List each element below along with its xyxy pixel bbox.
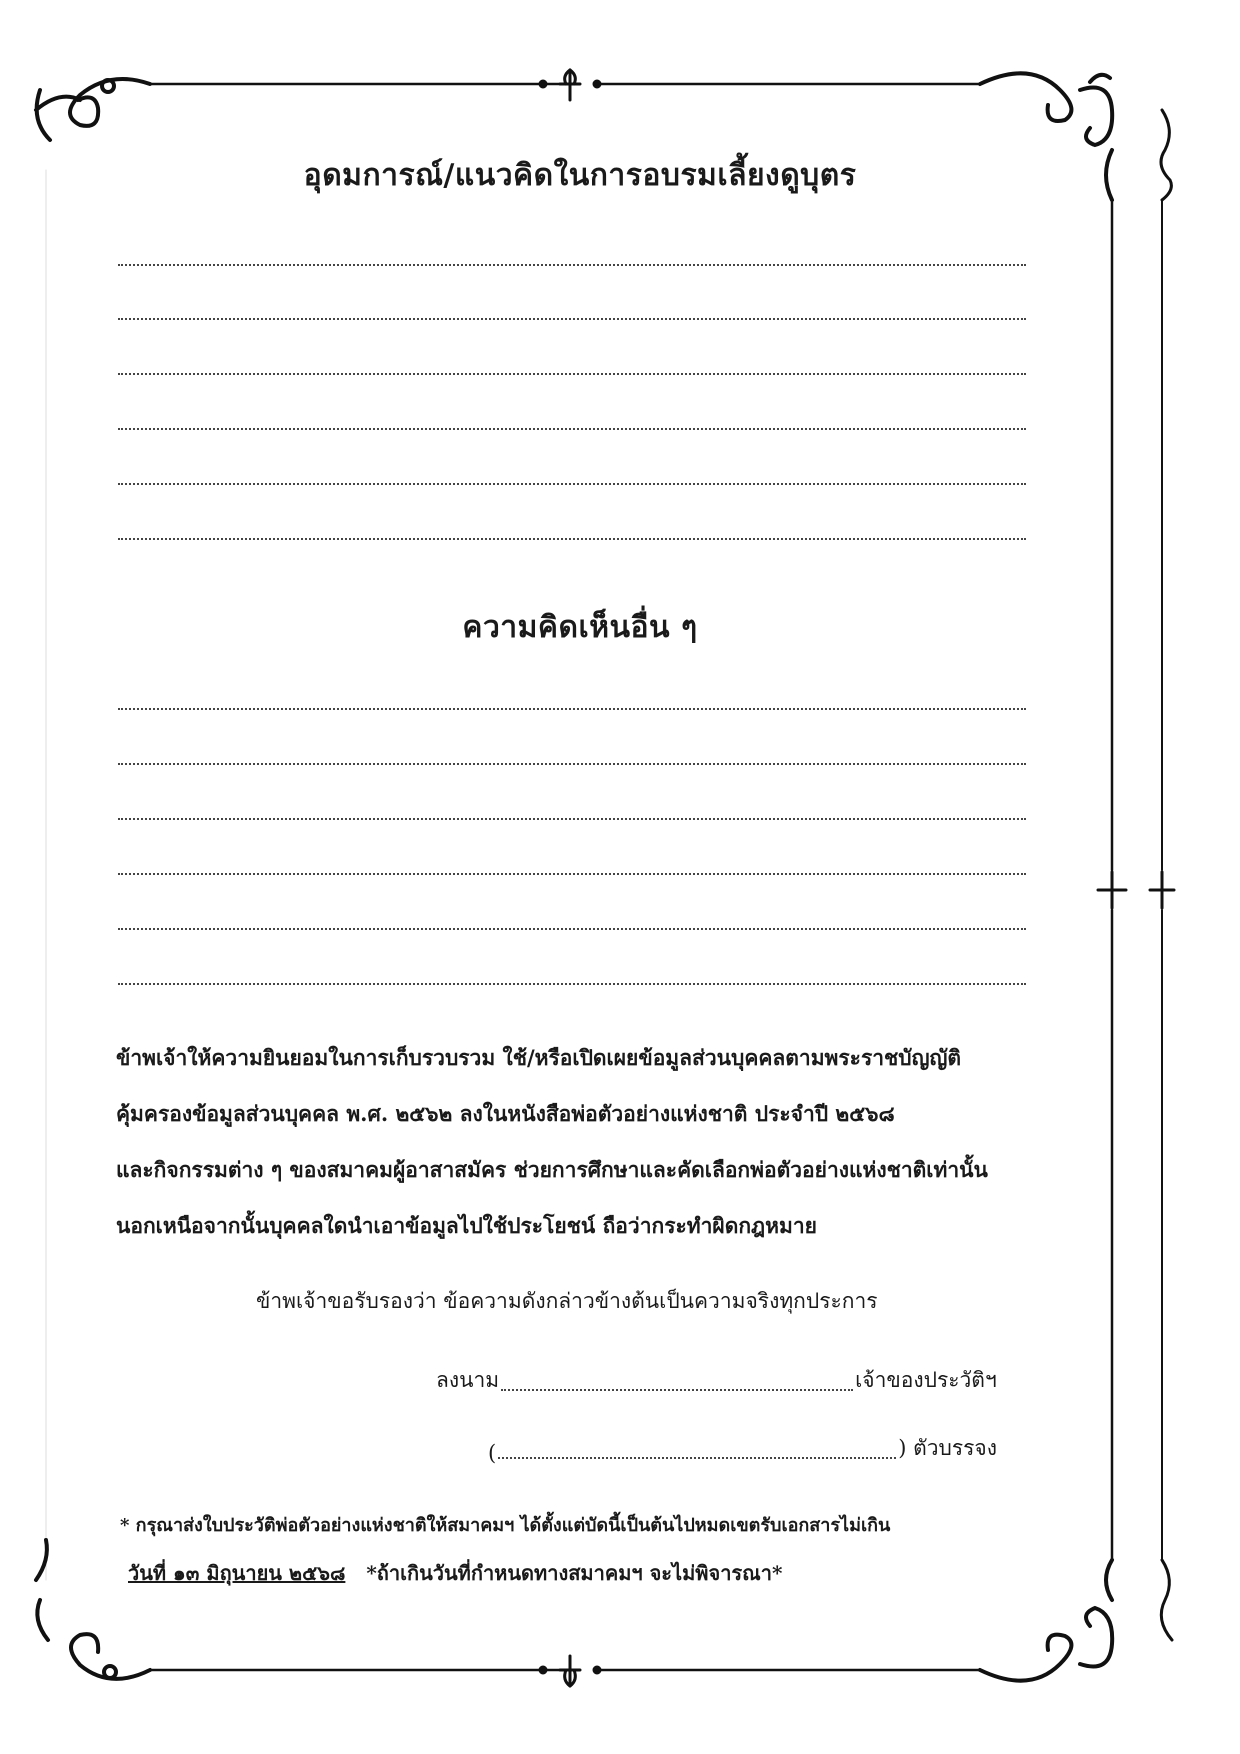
consent-line: และกิจกรรมต่าง ๆ ของสมาคมผู้อาสาสมัคร ช่วยการศึกษาและคัดเลือกพ่อตัวอย่างแห่งชาติเท่านั้น: [116, 1157, 988, 1182]
deadline-row: [128, 1557, 782, 1589]
signature-field[interactable]: [501, 1388, 853, 1391]
printed-name-row: [488, 1432, 997, 1465]
answer-line[interactable]: [118, 373, 1026, 375]
answer-line[interactable]: [118, 818, 1026, 820]
scroll-top-left-icon: [36, 79, 150, 140]
consent-paragraph: [116, 1030, 1046, 1254]
consent-line: ข้าพเจ้าให้ความยินยอมในการเก็บรวบรวม ใช้/หรือเปิดเผยข้อมูลส่วนบุคคลตามพระราชบัญญัติ: [116, 1045, 962, 1070]
answer-line[interactable]: [118, 264, 1026, 266]
printed-name-field[interactable]: [498, 1456, 896, 1459]
answer-line[interactable]: [118, 873, 1026, 875]
consent-line: นอกเหนือจากนั้นบุคคลใดนำเอาข้อมูลไปใช้ประโยชน์ ถือว่ากระทำผิดกฎหมาย: [116, 1213, 817, 1238]
answer-line[interactable]: [118, 763, 1026, 765]
fleur-right-icon: [1098, 872, 1174, 908]
submission-note: * กรุณาส่งใบประวัติพ่อตัวอย่างแห่งชาติให้สมาคมฯ ได้ตั้งแต่บัดนี้เป็นต้นไปหมดเขตรับเอกสารไม่เกิน: [120, 1515, 891, 1536]
answer-line[interactable]: [118, 318, 1026, 320]
ideology-title: อุดมการณ์/แนวคิดในการอบรมเลี้ยงดูบุตร: [303, 158, 857, 193]
deadline-date: วันที่ ๑๓ มิถุนายน ๒๕๖๘: [128, 1561, 346, 1585]
signature-row: [436, 1364, 997, 1397]
open-paren: (: [488, 1441, 497, 1465]
sign-label: ลงนาม: [436, 1368, 500, 1392]
printed-name-label: ) ตัวบรรจง: [898, 1436, 997, 1460]
answer-line[interactable]: [118, 928, 1026, 930]
answer-line[interactable]: [118, 708, 1026, 710]
answer-line[interactable]: [118, 538, 1026, 540]
other-opinions-title: ความคิดเห็นอื่น ๆ: [462, 610, 698, 645]
answer-line[interactable]: [118, 983, 1026, 985]
deadline-warning: *ถ้าเกินวันที่กำหนดทางสมาคมฯ จะไม่พิจารณา*: [366, 1561, 783, 1585]
answer-line[interactable]: [118, 428, 1026, 430]
scroll-bottom-right-icon: [980, 1560, 1112, 1681]
answer-line[interactable]: [118, 483, 1026, 485]
owner-label: เจ้าของประวัติฯ: [855, 1368, 997, 1392]
certification-text: ข้าพเจ้าขอรับรองว่า ข้อความดังกล่าวข้างต้นเป็นความจริงทุกประการ: [256, 1289, 878, 1313]
consent-line: คุ้มครองข้อมูลส่วนบุคคล พ.ศ. ๒๕๖๒ ลงในหนังสือพ่อตัวอย่างแห่งชาติ ประจำปี ๒๕๖๘: [116, 1101, 895, 1126]
